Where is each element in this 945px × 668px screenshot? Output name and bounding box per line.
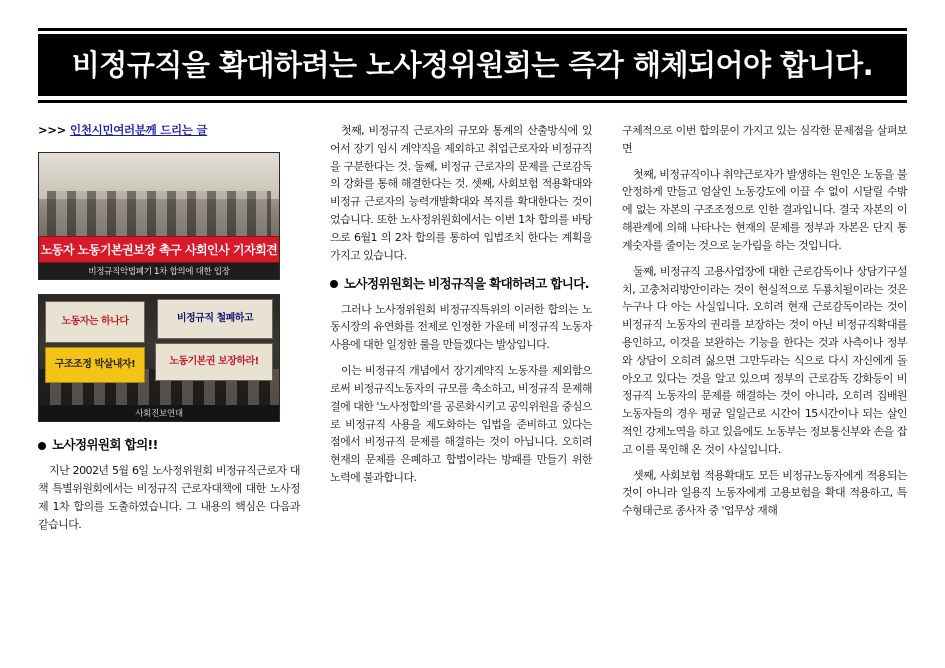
section-heading-expansion bbox=[330, 275, 592, 293]
placard-d: 구조조정 박살내자! bbox=[45, 347, 145, 383]
masthead-banner bbox=[38, 34, 907, 96]
paragraph: 셋째, 사회보험 적용확대도 모든 비정규노동자에게 적용되는 것이 아니라 일용직 노동자에게 고용보험을 확대 적용하고, 특수형태근로 종사자 중 '업무상 재해 bbox=[622, 468, 907, 518]
kicker-label: 인천시민여러분께 드리는 글 bbox=[70, 123, 208, 137]
placard-b: 비정규직 철폐하고 bbox=[157, 299, 273, 339]
paragraph: 구체적으로 이번 합의문이 가지고 있는 심각한 문제점을 살펴보면 bbox=[622, 124, 907, 155]
rally-photo-press-conference bbox=[38, 152, 280, 280]
section-heading-text: 노사정위원회 합의!! bbox=[52, 437, 158, 452]
placard-c: 노동기본권 보장하라! bbox=[155, 343, 273, 381]
masthead-rule-top bbox=[38, 28, 907, 31]
column-left bbox=[38, 122, 300, 541]
paragraph: 지난 2002년 5월 6일 노사정위원회 비정규직근로자 대책 특별위원회에서는 비정규직 근로자대책에 대한 노사정 제 1차 합의를 도출하였습니다. 그 내용의 핵심은 다음과 같습니다. bbox=[38, 464, 300, 531]
paragraph: 첫째, 비정규직 근로자의 규모와 통계의 산출방식에 있어서 장기 임시 계약직을 제외하고 취업근로자와 비정규직을 구분한다는 것. 둘째, 비정규 근로자의 문제를 근로감독의 강화를 통해 해결한다는 것. 셋째, 사회보험 적용확대와 비정규 근로자의 능력개발확대와 복지를 확대한다는 것이었습니다. 또한 노사정위원회에서는 이번 1차 합의를 바탕으로 6월1 의 2차 합의를 통하여 입법조치 한다는 계획을 가지고 있습니다. bbox=[330, 124, 592, 262]
kicker-arrows: >>> bbox=[38, 123, 67, 137]
photo-caption: 비정규직악법폐기 1차 합의에 대한 입장 bbox=[39, 263, 279, 279]
section-heading-text: 노사정위원회는 비정규직을 확대하려고 합니다. bbox=[344, 275, 589, 291]
column-middle bbox=[330, 122, 592, 495]
rally-photo-placards bbox=[38, 294, 280, 422]
section-heading-agreement bbox=[38, 436, 300, 454]
placard-a: 노동자는 하나다 bbox=[45, 301, 145, 343]
kicker bbox=[38, 122, 300, 138]
paragraph: 이는 비정규직 개념에서 장기계약직 노동자를 제외함으로써 비정규직노동자의 규모를 축소하고, 비정규직 문제해결에 대한 '노사정합의'를 공론화시키고 공익위원을 중심으로 비정규직 사용을 제도화하는 입법을 준비하고 있다는 점에서 비정규직 문제를 해결하는 것이 아닙니다. 오히려 현재의 문제를 은폐하고 합법이라는 방패를 만들기 위한 노력에 불과합니다. bbox=[330, 364, 592, 484]
page-title: 비정규직을 확대하려는 노사정위원회는 즉각 해체되어야 합니다. bbox=[71, 47, 874, 82]
bullet-icon bbox=[330, 280, 338, 288]
masthead-rule-bottom bbox=[38, 100, 907, 103]
paragraph: 둘째, 비정규직 고용사업장에 대한 근로감독이나 상담기구설치, 고충처리방안이라는 것이 현실적으로 두룡치될이라는 것은 누구나 다 아는 사실입니다. 오히려 현재 근로감독이라는 것이 비정규직 노동자의 권리를 보장하는 것이 아닌 비정규직확대를 용인하고, 이것을 보완하는 기능을 한다는 것과 사측이나 정부와 상담이 오히려 싫으면 그만두라는 식으로 다시 자신에게 돌아오고 있다는 것을 알고 있으며 정부의 근로감독 강화등이 비정규직 노동자의 문제를 해결하는 것이 아니라, 오히려 집배원노동자들의 경우 평균 일일근로 시간이 15시간이나 되는 살인적인 강제노역을 하고 있음에도 노동부는 정보통신부와 손을 잡고 이를 묵인해 온 것이 사실입니다. bbox=[622, 264, 907, 456]
paragraph: 첫째, 비정규직이나 취약근로자가 발생하는 원인은 노동을 불안정하게 만들고 엄살인 노동강도에 이끌 수 없이 시달릴 수밖에 없는 자본의 구조조정으로 인한 결과입니다. 결국 자본의 이해관계에 의해 나타나는 현재의 문제를 정부과 자본은 단지 통계숫자를 줄이는 것으로 눈가림을 하는 것입니다. bbox=[622, 167, 907, 252]
column-right bbox=[622, 122, 907, 528]
photo-caption: 사회진보연대 bbox=[39, 405, 279, 421]
bullet-icon bbox=[38, 442, 46, 450]
paragraph: 그러나 노사정위원회 비정규직특위의 이러한 합의는 노동시장의 유연화를 전제로 인정한 가운데 비정규직 노동자 사용에 대한 일정한 룰을 만들겠다는 발상입니다. bbox=[330, 302, 592, 352]
photo-banner-text: 노동자 노동기본권보장 촉구 사회인사 기자회견 bbox=[39, 236, 279, 263]
